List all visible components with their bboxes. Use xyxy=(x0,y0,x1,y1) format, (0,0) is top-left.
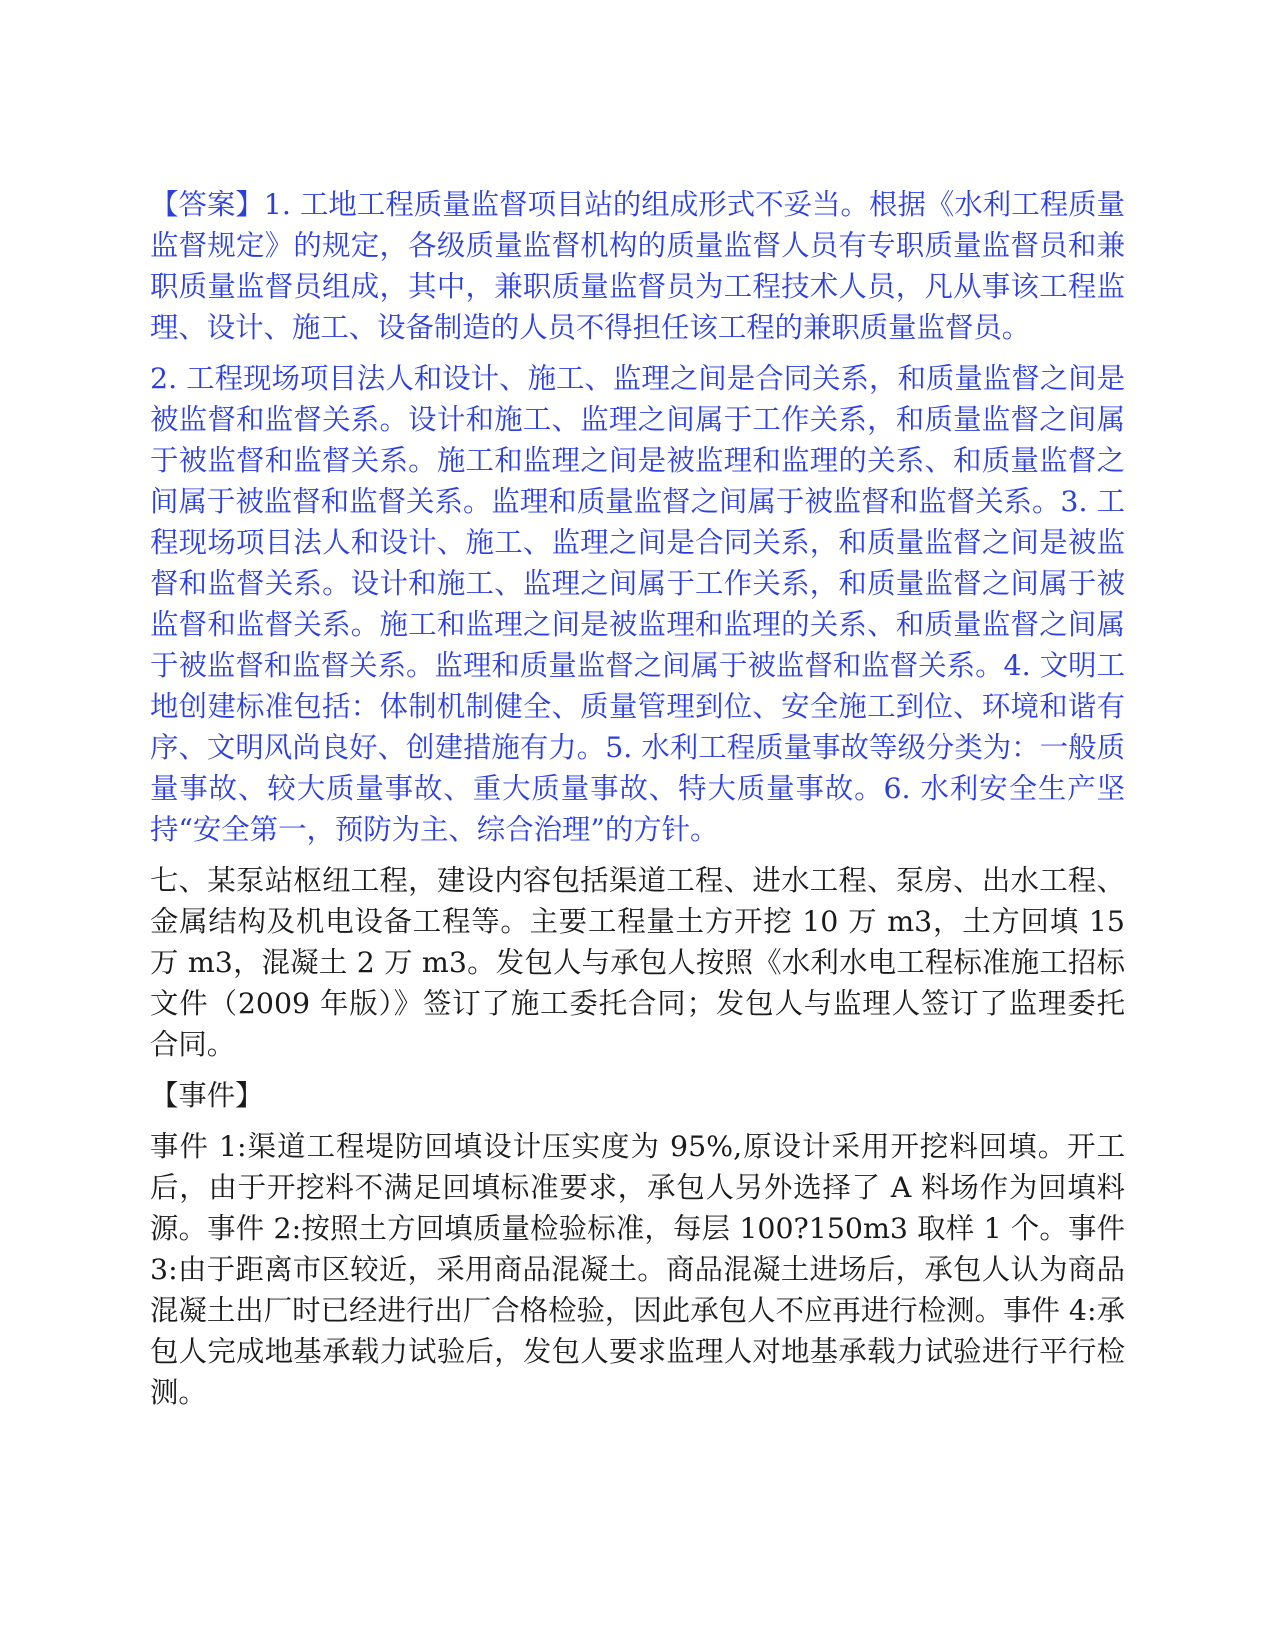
events-heading: 【事件】 xyxy=(150,1079,264,1112)
answer-paragraph-1: 【答案】1. 工地工程质量监督项目站的组成形式不妥当。根据《水利工程质量监督规定》的规定，各级质量监督机构的质量监督人员有专职质量监督员和兼职质量监督员组成，其中，兼职质量监督员为工程技术人员，凡从事该工程监理、设计、施工、设备制造的人员不得担任该工程的兼职质量监督员。 xyxy=(150,188,1125,344)
question-intro-paragraph: 七、某泵站枢纽工程，建设内容包括渠道工程、进水工程、泵房、出水工程、金属结构及机电设备工程等。主要工程量土方开挖 10 万 m3，土方回填 15 万 m3，混凝土 2 万 m3。发包人与承包人按照《水利水电工程标准施工招标文件（2009 年版）》签订了施工委托合同；发包人与监理人签订了监理委托合同。 xyxy=(150,864,1125,1061)
events-paragraph: 事件 1:渠道工程堤防回填设计压实度为 95%,原设计采用开挖料回填。开工后，由于开挖料不满足回填标准要求，承包人另外选择了 A 料场作为回填料源。事件 2:按照土方回填质量检验标准，每层 100?150m3 取样 1 个。事件 3:由于距离市区较近，采用商品混凝土。商品混凝土进场后，承包人认为商品混凝土出厂时已经进行出厂合格检验，因此承包人不应再进行检测。事件 4:承包人完成地基承载力试验后，发包人要求监理人对地基承载力试验进行平行检测。 xyxy=(150,1130,1125,1409)
answer-paragraph-2: 2. 工程现场项目法人和设计、施工、监理之间是合同关系，和质量监督之间是被监督和监督关系。设计和施工、监理之间属于工作关系，和质量监督之间属于被监督和监督关系。施工和监理之间是被监理和监理的关系、和质量监督之间属于被监督和监督关系。监理和质量监督之间属于被监督和监督关系。3. 工程现场项目法人和设计、施工、监理之间是合同关系，和质量监督之间是被监督和监督关系。设计和施工、监理之间属于工作关系，和质量监督之间属于被监督和监督关系。施工和监理之间是被监理和监理的关系、和质量监督之间属于被监督和监督关系。监理和质量监督之间属于被监督和监督关系。4. 文明工地创建标准包括：体制机制健全、质量管理到位、安全施工到位、环境和谐有序、文明风尚良好、创建措施有力。5. 水利工程质量事故等级分类为：一般质量事故、较大质量事故、重大质量事故、特大质量事故。6. 水利安全生产坚持“安全第一，预防为主、综合治理”的方针。 xyxy=(150,362,1125,846)
document-page xyxy=(150,184,1125,1423)
